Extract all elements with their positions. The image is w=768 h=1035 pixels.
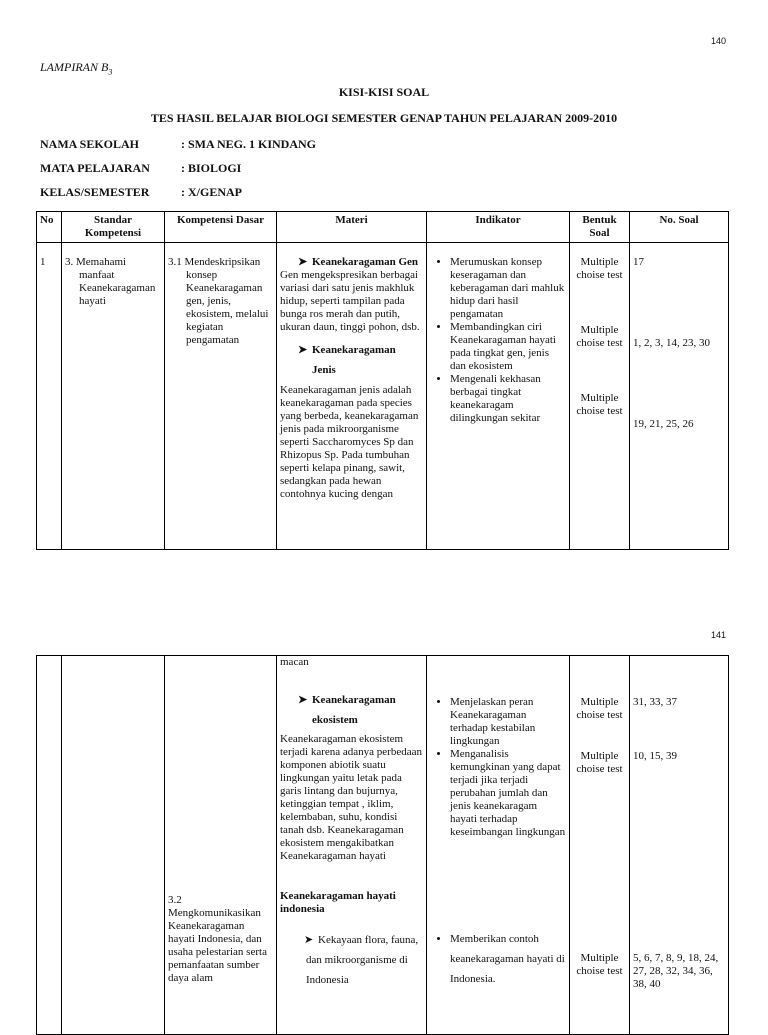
cell-kompetensi-dasar: 3.1 Mendeskripsikan konsep Keanekaragaman gen, jenis, ekosistem, melalui kegiatan pengamatan xyxy=(165,243,277,550)
materi-kekayaan: ➤ Kekayaan flora, fauna, dan mikroorganisme di Indonesia xyxy=(280,930,423,990)
indikator-item: • Merumuskan konsep keseragaman dan keberagaman dari mahluk hidup dari hasil pengamatan xyxy=(450,256,566,321)
cell-bentuk-soal xyxy=(570,656,630,1035)
cell-materi xyxy=(277,243,427,550)
arrow-bullet-icon: ➤ xyxy=(298,256,308,268)
header-bentuk-soal: Bentuk Soal xyxy=(570,212,630,243)
bentuk-soal-item: Multiple choise test xyxy=(576,750,623,775)
materi-jenis-text: Keanekaragaman jenis adalah keanekaragaman pada species yang berbeda, keanekaragaman jenis pada mikroorganisme seperti Saccharomyces Sp dan Rhizopus Sp. Pada tumbuhan seperti kelapa pinang, sawit, sedangkan pada hewan contohnya kucing dengan xyxy=(280,384,419,500)
lampiran-label: LAMPIRAN $B_3$ xyxy=(40,60,113,77)
page-number: 141 xyxy=(711,630,727,640)
header-no-soal: No. Soal xyxy=(630,212,729,243)
bentuk-soal-item: Multiple choise test xyxy=(576,256,623,281)
cell-indikator xyxy=(427,243,570,550)
cell-no xyxy=(37,656,62,1035)
meta-school: NAMA SEKOLAH : SMA NEG. 1 KINDANG xyxy=(40,137,317,151)
cell-standar-kompetensi xyxy=(62,656,165,1035)
indikator-item: • Menjelaskan peran Keanekaragaman terhadap kestabilan lingkungan xyxy=(450,696,566,748)
cell-no-soal xyxy=(630,243,729,550)
indikator-item: • Menganalisis kemungkinan yang dapat terjadi jika terjadi perubahan jumlah dan jenis keanekaragam hayati terhadap keseimbangan lingkungan xyxy=(450,748,566,839)
indikator-item: • Mengenali kekhasan berbagai tingkat keanekaragam dilingkungan sekitar xyxy=(450,373,566,425)
no-soal-item: 1, 2, 3, 14, 23, 30 xyxy=(633,337,710,349)
no-soal-item: 31, 33, 37 xyxy=(633,696,677,708)
materi-ekosistem-title-2: ekosistem xyxy=(312,714,358,726)
header-indikator: Indikator xyxy=(427,212,570,243)
bentuk-soal-item: Multiple choise test xyxy=(576,392,623,417)
cell-indikator xyxy=(427,656,570,1035)
cell-no-soal xyxy=(630,656,729,1035)
no-soal-item: 19, 21, 25, 26 xyxy=(633,418,694,430)
doc-subtitle: TES HASIL BELAJAR BIOLOGI SEMESTER GENAP TAHUN PELAJARAN 2009-2010 xyxy=(150,111,618,125)
meta-class: KELAS/SEMESTER : X/GENAP xyxy=(40,185,242,199)
no-soal-item: 17 xyxy=(633,256,644,268)
arrow-bullet-icon: ➤ xyxy=(298,694,308,706)
indikator-item: • Membandingkan ciri Keanekaragaman hayati pada tingkat gen, jenis dan ekosistem xyxy=(450,321,566,373)
arrow-bullet-icon: ➤ xyxy=(304,934,314,946)
materi-jenis-title-2: Jenis xyxy=(312,364,336,376)
meta-subject: MATA PELAJARAN : BIOLOGI xyxy=(40,161,242,175)
header-no: No xyxy=(37,212,62,243)
materi-continued: macan xyxy=(280,656,309,668)
materi-ekosistem-text: Keanekaragaman ekosistem terjadi karena adanya perbedaan komponen abiotik suatu lingkungan yaitu letak pada garis lintang dan bujurnya, ketinggian tempat , iklim, kelembaban, suhu, kondisi tanah dsb. Keanekaragaman ekosistem mengakibatkan Keanekaragaman hayati xyxy=(280,733,422,862)
kisi-table-page2 xyxy=(36,655,729,1035)
arrow-bullet-icon: ➤ xyxy=(298,344,308,356)
kompetensi-dasar-3-2: 3.2 Mengkomunikasikan Keanekaragaman hayati Indonesia, dan usaha pelestarian serta pemanfaatan sumber daya alam xyxy=(168,894,267,984)
no-soal-item: 10, 15, 39 xyxy=(633,750,677,762)
indikator-item: • Memberikan contoh keanekaragaman hayati di Indonesia. xyxy=(450,929,566,989)
cell-materi xyxy=(277,656,427,1035)
materi-ekosistem-title: ➤ Keanekaragaman xyxy=(298,694,396,706)
header-kompetensi-dasar: Kompetensi Dasar xyxy=(165,212,277,243)
cell-kompetensi-dasar xyxy=(165,656,277,1035)
materi-gen-text: Gen mengekspresikan berbagai variasi dari satu jenis makhluk hidup, seperti tampilan pada bunga ros merah dan putih, ukuran daun, tinggi pohon, dsb. xyxy=(280,269,420,333)
doc-title: KISI-KISI SOAL xyxy=(338,85,430,99)
kisi-table-page1 xyxy=(36,211,729,550)
bentuk-soal-item: Multiple choise test xyxy=(576,952,623,977)
cell-no: 1 xyxy=(37,243,62,550)
cell-bentuk-soal xyxy=(570,243,630,550)
materi-gen-title: ➤ Keanekaragaman Gen xyxy=(298,256,419,268)
bentuk-soal-item: Multiple choise test xyxy=(576,324,623,349)
materi-kh-indonesia-title: Keanekaragaman hayati indonesia xyxy=(280,890,396,915)
materi-jenis-title: ➤ Keanekaragaman xyxy=(298,344,396,356)
no-soal-item: 5, 6, 7, 8, 9, 18, 24, 27, 28, 32, 34, 36, 38, 40 xyxy=(633,952,719,990)
header-standar-kompetensi: Standar Kompetensi xyxy=(62,212,165,243)
header-materi: Materi xyxy=(277,212,427,243)
bentuk-soal-item: Multiple choise test xyxy=(576,696,623,721)
page-number: 140 xyxy=(711,36,727,46)
cell-standar-kompetensi: 3. Memahami manfaat Keanekaragaman hayati xyxy=(62,243,165,550)
